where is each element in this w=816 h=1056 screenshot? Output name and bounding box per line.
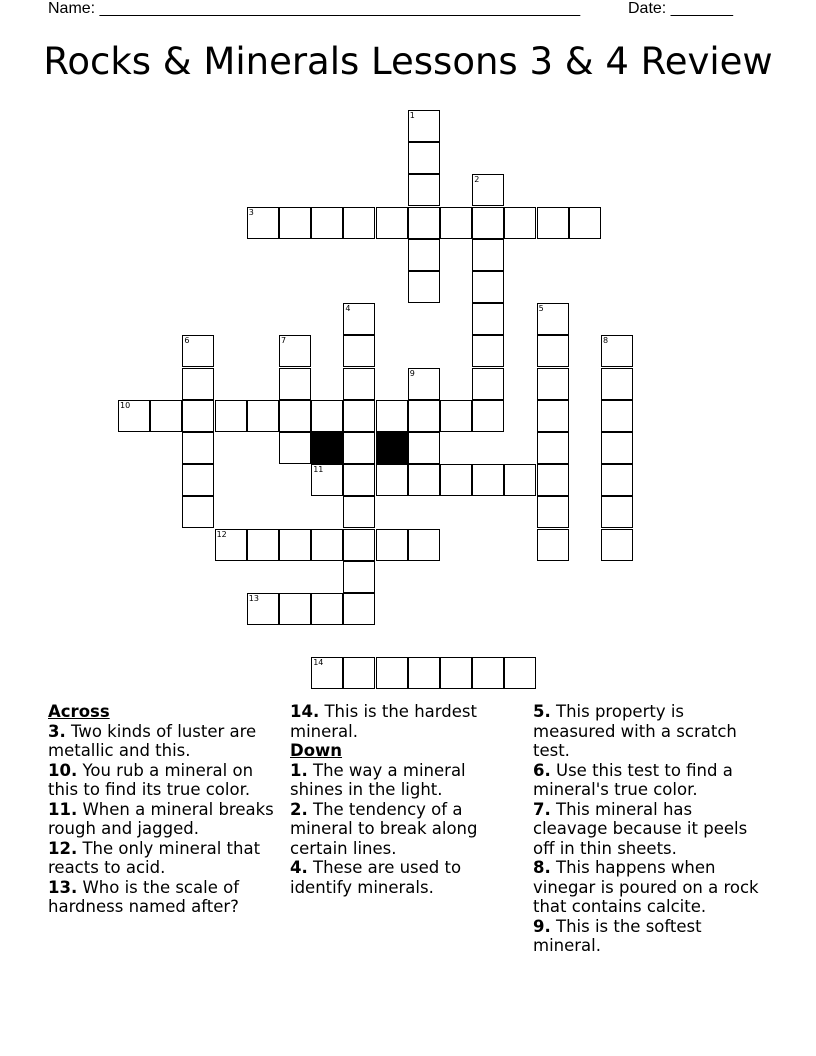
crossword-cell[interactable] bbox=[182, 368, 214, 400]
clue-across-13: 13. Who is the scale of hardness named after? bbox=[48, 877, 240, 916]
clue-across-3: 3. Two kinds of luster are metallic and this. bbox=[48, 721, 257, 760]
crossword-cell[interactable] bbox=[343, 432, 375, 464]
crossword-cell[interactable] bbox=[440, 400, 472, 432]
crossword-cell[interactable] bbox=[311, 593, 343, 625]
crossword-cell[interactable] bbox=[343, 464, 375, 496]
clue-number: 14 bbox=[313, 658, 324, 668]
crossword-cell[interactable] bbox=[343, 207, 375, 239]
crossword-cell[interactable] bbox=[279, 368, 311, 400]
crossword-cell[interactable] bbox=[472, 335, 504, 367]
crossword-cell[interactable] bbox=[408, 271, 440, 303]
clue-down-2: 2. The tendency of a mineral to break along certain lines. bbox=[290, 799, 478, 858]
crossword-cell[interactable] bbox=[311, 657, 343, 689]
crossword-cell[interactable] bbox=[279, 335, 311, 367]
crossword-cell[interactable] bbox=[601, 529, 633, 561]
crossword-cell[interactable] bbox=[537, 529, 569, 561]
crossword-cell[interactable] bbox=[601, 432, 633, 464]
crossword-cell[interactable] bbox=[376, 529, 408, 561]
crossword-cell[interactable] bbox=[343, 657, 375, 689]
crossword-cell[interactable] bbox=[537, 400, 569, 432]
crossword-cell[interactable] bbox=[343, 368, 375, 400]
crossword-cell[interactable] bbox=[601, 400, 633, 432]
crossword-cell[interactable] bbox=[343, 496, 375, 528]
crossword-cell[interactable] bbox=[343, 561, 375, 593]
clue-number: 13 bbox=[248, 594, 259, 603]
clue-down-1: 1. The way a mineral shines in the light. bbox=[290, 760, 466, 799]
crossword-cell[interactable] bbox=[408, 432, 440, 464]
crossword-cell[interactable] bbox=[343, 593, 375, 625]
clue-number: 10 bbox=[120, 400, 131, 410]
crossword-cell[interactable] bbox=[311, 529, 343, 561]
clue-number: 5 bbox=[538, 304, 544, 314]
clue-number: 9 bbox=[409, 368, 415, 378]
crossword-cell[interactable] bbox=[601, 464, 633, 496]
clue-down-4: 4. These are used to identify minerals. bbox=[290, 858, 462, 897]
crossword-cell[interactable] bbox=[537, 496, 569, 528]
crossword-cell[interactable] bbox=[472, 657, 504, 689]
crossword-cell[interactable] bbox=[408, 400, 440, 432]
clue-column-1 bbox=[48, 702, 280, 917]
crossword-cell[interactable] bbox=[408, 207, 440, 239]
crossword-cell[interactable] bbox=[408, 657, 440, 689]
date-field-label: Date: _______ bbox=[628, 0, 733, 17]
crossword-cell[interactable] bbox=[376, 207, 408, 239]
crossword-cell[interactable] bbox=[376, 464, 408, 496]
clue-column-3 bbox=[533, 702, 765, 956]
crossword-cell[interactable] bbox=[408, 239, 440, 271]
crossword-cell[interactable] bbox=[182, 464, 214, 496]
crossword-cell[interactable] bbox=[279, 207, 311, 239]
crossword-cell[interactable] bbox=[504, 464, 536, 496]
crossword-cell[interactable] bbox=[601, 368, 633, 400]
page-title: Rocks & Minerals Lessons 3 & 4 Review bbox=[43, 40, 773, 83]
clue-down-8: 8. This happens when vinegar is poured on a rock that contains calcite. bbox=[533, 858, 759, 916]
crossword-cell[interactable] bbox=[118, 400, 150, 432]
crossword-cell[interactable] bbox=[182, 400, 214, 432]
crossword-cell[interactable] bbox=[215, 400, 247, 432]
clue-down-7: 7. This mineral has cleavage because it peels off in thin sheets. bbox=[533, 799, 748, 858]
crossword-cell[interactable] bbox=[279, 529, 311, 561]
crossword-cell[interactable] bbox=[472, 400, 504, 432]
clue-number: 7 bbox=[281, 336, 287, 346]
crossword-cell[interactable] bbox=[408, 464, 440, 496]
crossword-cell[interactable] bbox=[343, 400, 375, 432]
crossword-cell[interactable] bbox=[279, 593, 311, 625]
crossword-cell[interactable] bbox=[343, 529, 375, 561]
crossword-cell[interactable] bbox=[279, 400, 311, 432]
down-heading: Down bbox=[290, 741, 343, 760]
crossword-cell[interactable] bbox=[247, 400, 279, 432]
crossword-cell[interactable] bbox=[343, 335, 375, 367]
crossword-cell[interactable] bbox=[247, 207, 279, 239]
clue-column-2 bbox=[290, 702, 522, 897]
clue-number: 3 bbox=[248, 207, 254, 217]
crossword-cell[interactable] bbox=[408, 110, 440, 142]
clue-number: 1 bbox=[409, 111, 415, 120]
crossword-cell[interactable] bbox=[472, 368, 504, 400]
crossword-cell[interactable] bbox=[504, 657, 536, 689]
crossword-cell[interactable] bbox=[279, 432, 311, 464]
crossword-cell[interactable] bbox=[472, 239, 504, 271]
crossword-cell[interactable] bbox=[440, 464, 472, 496]
clue-down-6: 6. Use this test to find a mineral's true color. bbox=[533, 760, 733, 799]
clue-down-9: 9. This is the softest mineral. bbox=[533, 916, 702, 955]
crossword-cell[interactable] bbox=[408, 368, 440, 400]
black-cell bbox=[311, 432, 343, 464]
crossword-cell[interactable] bbox=[472, 303, 504, 335]
crossword-cell[interactable] bbox=[537, 303, 569, 335]
crossword-cell[interactable] bbox=[408, 174, 440, 206]
clue-across-11: 11. When a mineral breaks rough and jagged. bbox=[48, 799, 274, 838]
crossword-cell[interactable] bbox=[408, 142, 440, 174]
crossword-cell[interactable] bbox=[472, 271, 504, 303]
crossword-cell[interactable] bbox=[182, 335, 214, 367]
clue-number: 4 bbox=[345, 304, 351, 314]
crossword-cell[interactable] bbox=[537, 464, 569, 496]
clue-across-12: 12. The only mineral that reacts to acid. bbox=[48, 838, 261, 877]
clue-down-5: 5. This property is measured with a scratch test. bbox=[533, 702, 737, 760]
crossword-cell[interactable] bbox=[569, 207, 601, 239]
crossword-cell[interactable] bbox=[537, 432, 569, 464]
crossword-cell[interactable] bbox=[247, 593, 279, 625]
clue-number: 6 bbox=[184, 336, 190, 346]
crossword-cell[interactable] bbox=[472, 174, 504, 206]
black-cell bbox=[376, 432, 408, 464]
crossword-cell[interactable] bbox=[182, 496, 214, 528]
crossword-cell[interactable] bbox=[311, 207, 343, 239]
crossword-cell[interactable] bbox=[601, 496, 633, 528]
crossword-cell[interactable] bbox=[537, 368, 569, 400]
crossword-cell[interactable] bbox=[376, 400, 408, 432]
crossword-cell[interactable] bbox=[472, 464, 504, 496]
crossword-cell[interactable] bbox=[408, 529, 440, 561]
crossword-cell[interactable] bbox=[182, 432, 214, 464]
crossword-cell[interactable] bbox=[311, 464, 343, 496]
clue-across-10: 10. You rub a mineral on this to find its true color. bbox=[48, 760, 254, 799]
crossword-cell[interactable] bbox=[440, 207, 472, 239]
crossword-cell[interactable] bbox=[537, 207, 569, 239]
clue-across-14: 14. This is the hardest mineral. bbox=[290, 702, 477, 741]
across-heading: Across bbox=[48, 702, 110, 721]
crossword-cell[interactable] bbox=[601, 335, 633, 367]
crossword-cell[interactable] bbox=[440, 657, 472, 689]
crossword-cell[interactable] bbox=[504, 207, 536, 239]
name-field-label: Name: ______________________________________________________ bbox=[48, 0, 581, 17]
clue-number: 11 bbox=[313, 465, 324, 475]
clue-number: 2 bbox=[474, 175, 480, 185]
crossword-cell[interactable] bbox=[343, 303, 375, 335]
crossword-cell[interactable] bbox=[311, 400, 343, 432]
crossword-cell[interactable] bbox=[247, 529, 279, 561]
crossword-cell[interactable] bbox=[376, 657, 408, 689]
crossword-cell[interactable] bbox=[215, 529, 247, 561]
crossword-cell[interactable] bbox=[150, 400, 182, 432]
clue-number: 8 bbox=[603, 336, 609, 346]
crossword-cell[interactable] bbox=[472, 207, 504, 239]
clue-number: 12 bbox=[216, 529, 227, 539]
crossword-cell[interactable] bbox=[537, 335, 569, 367]
